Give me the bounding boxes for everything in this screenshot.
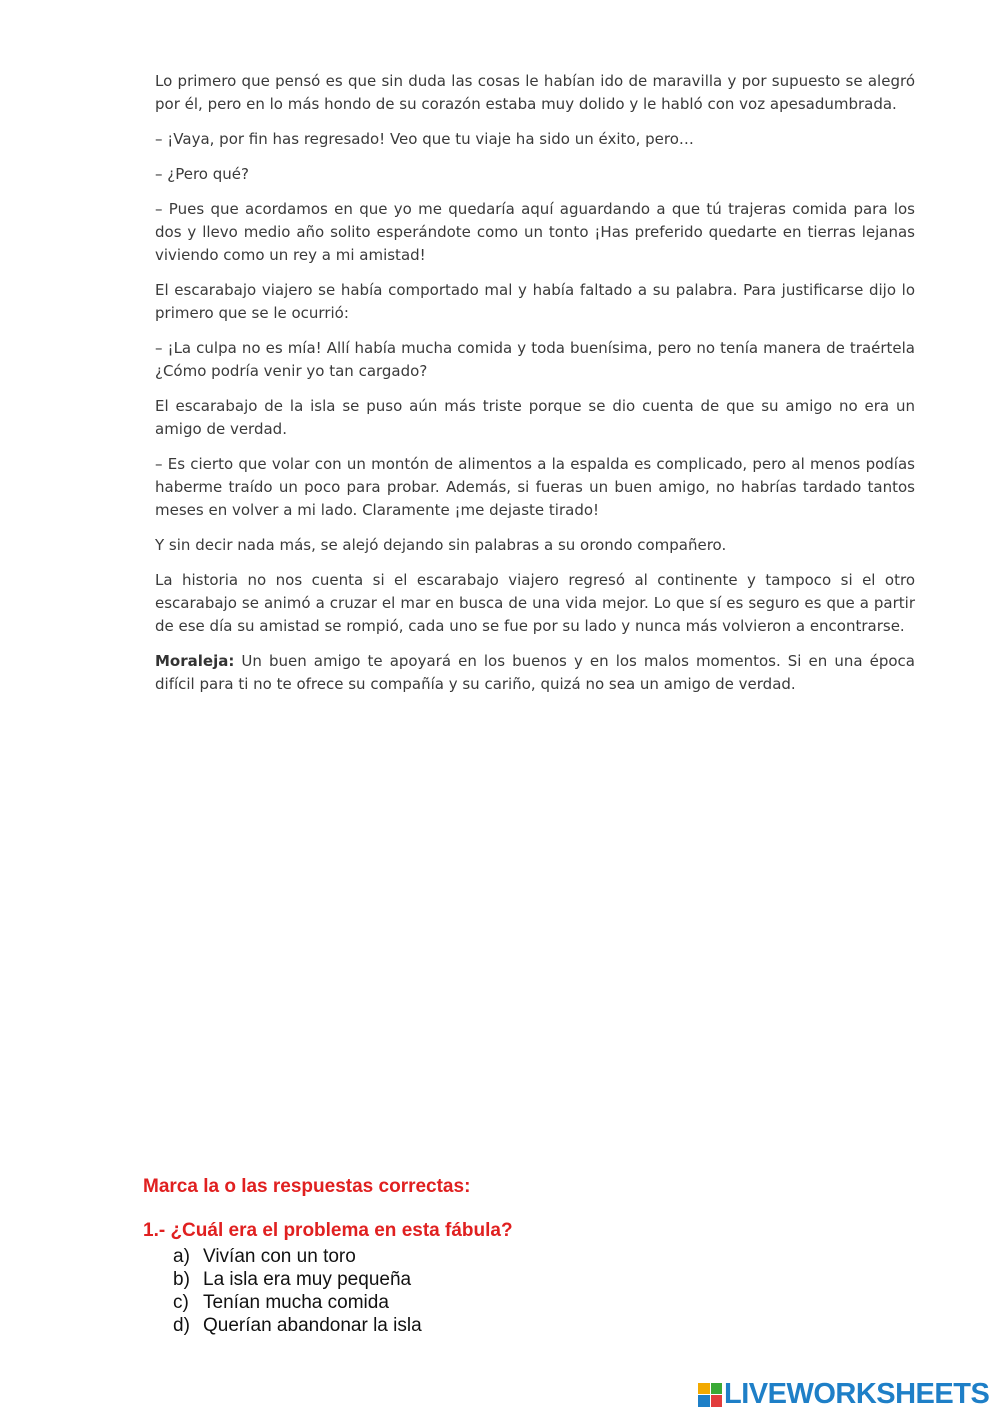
brand-logo [698,1378,989,1411]
dialogue-line: – ¡Vaya, por fin has regresado! Veo que tu viaje ha sido un éxito, pero… [155,130,694,148]
paragraph: Lo primero que pensó es que sin duda las cosas le habían ido de maravilla y por supuesto se alegró por él, pero en lo más hondo de su corazón estaba muy dolido y le habló con voz apesadumbrada. [155,72,915,113]
dialogue-line: – Pues que acordamos en que yo me quedaría aquí aguardando a que tú trajeras comida para los dos y llevo medio año solito esperándote como un tonto ¡Has preferido quedarte en tierras lejanas viviendo como un rey a mi amistad! [155,200,915,264]
dialogue-line: – ¡La culpa no es mía! Allí había mucha comida y toda buenísima, pero no tenía manera de traértela ¿Cómo podría venir yo tan cargado? [155,339,915,380]
brand-name: LIVEWORKSHEETS [724,1378,990,1410]
moral-text: Un buen amigo te apoyará en los buenos y en los malos momentos. Si en una época difícil para ti no te ofrece su compañía y su cariño, quizá no sea un amigo de verdad. [155,652,915,693]
option-text: Tenían mucha comida [203,1292,389,1313]
answer-option-a[interactable] [173,1245,422,1268]
dialogue-line: – ¿Pero qué? [155,165,249,183]
paragraph: El escarabajo viajero se había comportado mal y había faltado a su palabra. Para justificarse dijo lo primero que se le ocurrió: [155,281,915,322]
option-letter: d) [173,1315,190,1336]
answer-option-d[interactable] [173,1314,422,1337]
option-letter: a) [173,1246,190,1267]
answer-option-b[interactable] [173,1268,422,1291]
moral [155,650,915,696]
option-letter: c) [173,1292,189,1313]
option-letter: b) [173,1269,190,1290]
answer-options [173,1245,422,1337]
paragraph: La historia no nos cuenta si el escarabajo viajero regresó al continente y tampoco si el otro escarabajo se animó a cruzar el mar en busca de una vida mejor. Lo que sí es seguro es que a partir de ese día su amistad se rompió, cada uno se fue por su lado y nunca más volvieron a encontrarse. [155,571,915,635]
liveworksheets-logo-icon [698,1383,722,1407]
option-text: La isla era muy pequeña [203,1269,412,1290]
dialogue-line: – Es cierto que volar con un montón de alimentos a la espalda es complicado, pero al menos podías haberme traído un poco para probar. Además, si fueras un buen amigo, no habrías tardado tantos meses en volver a mi lado. Claramente ¡me dejaste tirado! [155,455,915,519]
question-title: 1.- ¿Cuál era el problema en esta fábula? [143,1220,513,1241]
exercise-instruction: Marca la o las respuestas correctas: [143,1176,471,1197]
paragraph: El escarabajo de la isla se puso aún más triste porque se dio cuenta de que su amigo no era un amigo de verdad. [155,397,915,438]
paragraph: Y sin decir nada más, se alejó dejando sin palabras a su orondo compañero. [155,536,727,554]
story-text [155,70,915,708]
moral-label: Moraleja: [155,652,235,670]
option-text: Querían abandonar la isla [203,1315,422,1336]
option-text: Vivían con un toro [203,1246,356,1267]
answer-option-c[interactable] [173,1291,422,1314]
